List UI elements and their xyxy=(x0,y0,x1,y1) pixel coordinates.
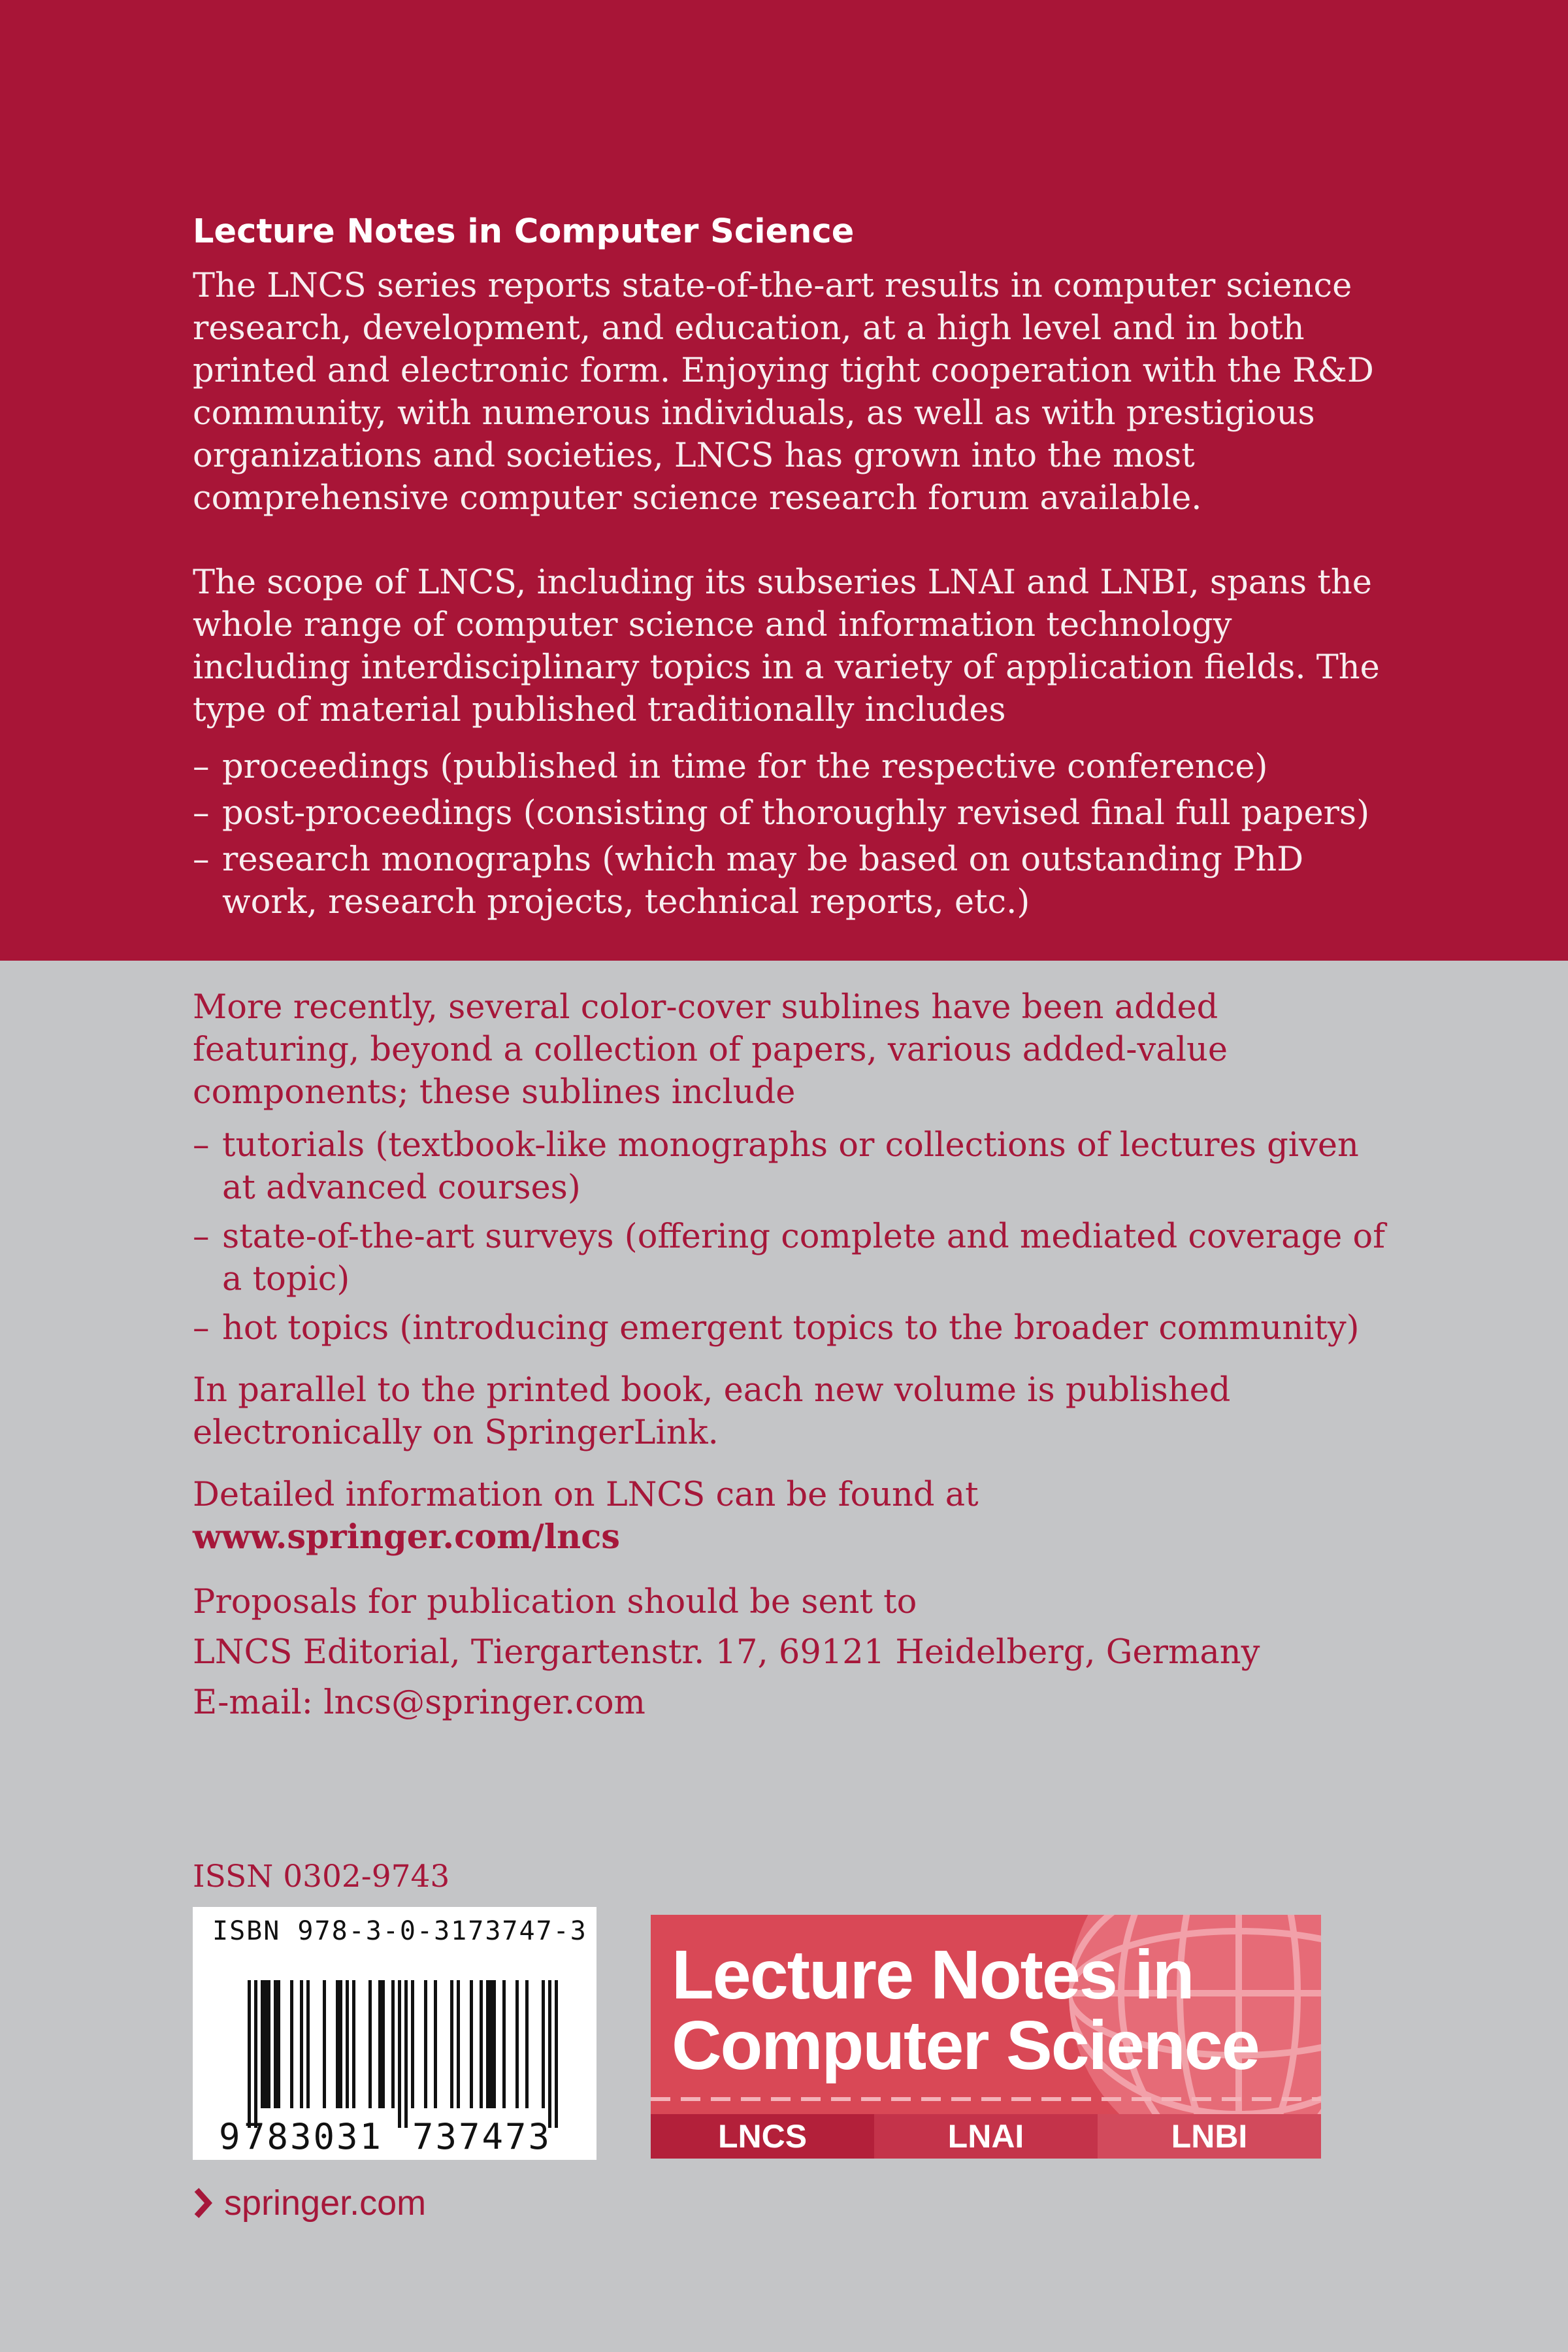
barcode-bar xyxy=(391,1980,395,2108)
subline-list xyxy=(193,1124,1388,1350)
barcode-bar xyxy=(502,1980,506,2108)
list-item: – post-proceedings (consisting of thoroughly revised final full papers) xyxy=(193,792,1388,835)
barcode-bar xyxy=(267,1980,270,2108)
barcode-bar xyxy=(424,1980,427,2108)
barcode-bar xyxy=(264,1980,267,2108)
barcode-bar xyxy=(480,1980,483,2108)
barcode-bar xyxy=(489,1980,493,2108)
scope-paragraph: The scope of LNCS, including its subseries LNAI and LNBI, spans the whole range of computer science and information technology including interdisciplinary topics in a variety of application fields. The type of material published traditionally includes xyxy=(193,563,1380,729)
barcode-bar xyxy=(382,1980,385,2108)
ean-right-digits: 737473 xyxy=(412,2116,552,2157)
ean-barcode-bars xyxy=(193,1907,596,2160)
barcode-bar xyxy=(525,1980,529,2108)
list-item: – research monographs (which may be based on outstanding PhD work, research projects, technical reports, etc.) xyxy=(193,838,1388,923)
email-line: E-mail: lncs@springer.com xyxy=(193,1683,645,1722)
issn-label: ISSN 0302-9743 xyxy=(193,1859,450,1895)
barcode-bar xyxy=(515,1980,519,2108)
barcode-bar xyxy=(248,1980,251,2128)
address-line: LNCS Editorial, Tiergartenstr. 17, 69121 Heidelberg, Germany xyxy=(193,1633,1260,1672)
logo-title-line-1: Lecture Notes in xyxy=(672,1936,1194,2013)
list-item: – hot topics (introducing emergent topics to the broader community) xyxy=(193,1307,1388,1350)
barcode-bar xyxy=(336,1980,339,2108)
barcode-bar xyxy=(486,1980,489,2108)
barcode-bar xyxy=(493,1980,496,2108)
info-url-link[interactable]: www.springer.com/lncs xyxy=(193,1517,620,1557)
ean-left-digits: 783031 xyxy=(244,2116,384,2157)
intro-paragraph: The LNCS series reports state-of-the-art results in computer science research, development, and education, at a high level and in both printed and electronic form. Enjoying tight cooperation with the R&D community, with numerous individuals, as well as with prestigious organizations and societies, LNCS has grown into the most comprehensive computer science research forum available. xyxy=(193,267,1374,518)
barcode-bar xyxy=(548,1980,551,2128)
subseries-lncs: LNCS xyxy=(717,2118,808,2155)
barcode-bar xyxy=(306,1980,310,2108)
series-description-top xyxy=(193,210,1388,923)
lncs-series-logo xyxy=(651,1915,1321,2159)
subseries-lnbi: LNBI xyxy=(1171,2118,1248,2155)
subseries-lnai: LNAI xyxy=(947,2118,1024,2155)
barcode-bar xyxy=(411,1980,414,2108)
barcode-bar xyxy=(274,1980,277,2108)
logo-title xyxy=(672,1936,1259,2084)
list-item: – state-of-the-art surveys (offering complete and mediated coverage of a topic) xyxy=(193,1216,1388,1300)
chevron-right-icon xyxy=(193,2187,212,2219)
barcode-bar xyxy=(434,1980,437,2108)
info-line: Detailed information on LNCS can be found at xyxy=(193,1476,979,1514)
barcode-bar xyxy=(450,1980,453,2108)
ean-first-digit: 9 xyxy=(219,2116,240,2157)
series-description-bottom xyxy=(193,986,1388,1724)
list-item: – tutorials (textbook-like monographs or collections of lectures given at advanced courses) xyxy=(193,1124,1388,1209)
barcode-bar xyxy=(277,1980,280,2108)
subseries-band xyxy=(651,2114,1321,2159)
barcode-bar xyxy=(323,1980,326,2108)
isbn-barcode xyxy=(193,1907,596,2160)
barcode-bar xyxy=(542,1980,545,2108)
barcode-bar xyxy=(254,1980,257,2128)
barcode-bar xyxy=(261,1980,264,2108)
logo-title-line-2: Computer Science xyxy=(672,2007,1259,2084)
traditional-material-list xyxy=(193,746,1388,923)
barcode-bar xyxy=(339,1980,342,2108)
isbn-text: ISBN 978-3-0-3173747-3 xyxy=(212,1916,587,1946)
barcode-bar xyxy=(352,1980,355,2108)
publisher-link[interactable] xyxy=(193,2183,426,2223)
sublines-paragraph: More recently, several color-cover sublines have been added featuring, beyond a collection of papers, various added-value components; these sublines include xyxy=(193,988,1228,1112)
proposals-line: Proposals for publication should be sent to xyxy=(193,1583,917,1621)
barcode-bar xyxy=(378,1980,382,2108)
barcode-bar xyxy=(457,1980,460,2108)
list-item: – proceedings (published in time for the respective conference) xyxy=(193,746,1388,788)
barcode-bar xyxy=(555,1980,558,2128)
series-heading: Lecture Notes in Computer Science xyxy=(193,212,855,251)
barcode-bar xyxy=(346,1980,349,2108)
barcode-bar xyxy=(404,1980,408,2128)
parallel-paragraph: In parallel to the printed book, each new volume is published electronically on SpringerLink. xyxy=(193,1371,1231,1452)
barcode-bar xyxy=(290,1980,293,2108)
barcode-bar xyxy=(368,1980,372,2108)
barcode-bar xyxy=(398,1980,401,2128)
publisher-url: springer.com xyxy=(224,2183,427,2223)
barcode-bar xyxy=(470,1980,473,2108)
barcode-bar xyxy=(300,1980,303,2108)
